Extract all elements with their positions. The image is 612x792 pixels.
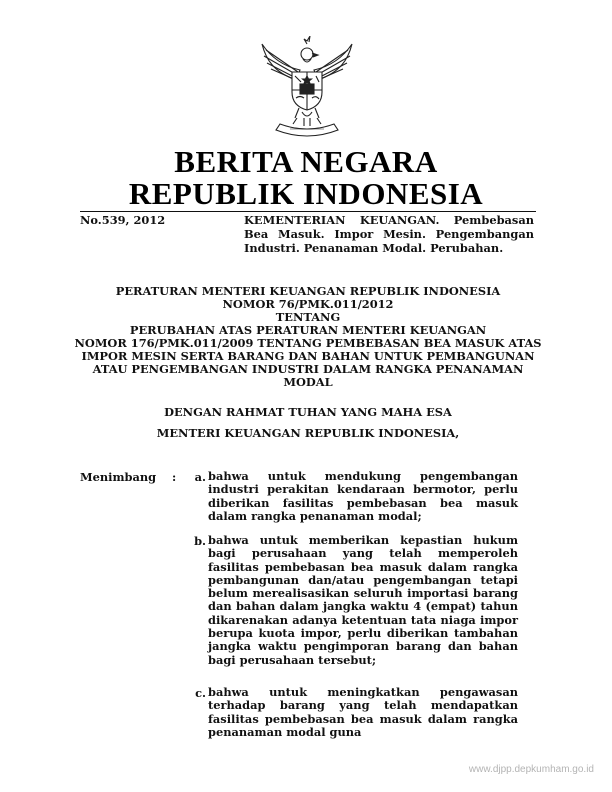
regulation-line: PERATURAN MENTERI KEUANGAN REPUBLIK INDONESIA (115, 284, 501, 298)
list-item-marker: c. (195, 686, 206, 700)
considering-colon: : (172, 470, 177, 484)
footer-link[interactable]: www.djpp.depkumham.go.id (468, 764, 594, 775)
regulation-line: PERUBAHAN ATAS PERATURAN MENTERI KEUANGAN (129, 323, 487, 337)
issue-number: No.539, 2012 (80, 213, 166, 227)
list-item-marker: b. (194, 534, 206, 548)
considering-label: Menimbang (80, 470, 157, 484)
masthead-divider (80, 211, 536, 212)
masthead-title: BERITA NEGARA (174, 144, 438, 179)
list-item-text: bahwa untuk mendukung pengembangan industri perakitan kendaraan bermotor, perlu diberikan fasilitas pembebasan bea masuk dalam rangka penanaman modal; (208, 469, 518, 523)
regulation-line: IMPOR MESIN SERTA BARANG DAN BAHAN UNTUK PEMBANGUNAN (81, 349, 535, 363)
regulation-number: NOMOR 76/PMK.011/2012 (222, 297, 394, 311)
masthead-subtitle: REPUBLIK INDONESIA (128, 176, 484, 211)
issue-description: KEMENTERIAN KEUANGAN. Pembebasan Bea Masuk. Impor Mesin. Pengembangan Industri. Penanaman Modal. Perubahan. (244, 213, 534, 255)
regulation-line: ATAU PENGEMBANGAN INDUSTRI DALAM RANGKA PENANAMAN MODAL (92, 362, 524, 389)
blessing-line: DENGAN RAHMAT TUHAN YANG MAHA ESA (164, 405, 452, 419)
regulation-line: NOMOR 176/PMK.011/2009 TENTANG PEMBEBASAN BEA MASUK ATAS (74, 336, 542, 350)
minister-line: MENTERI KEUANGAN REPUBLIK INDONESIA, (156, 426, 460, 440)
garuda-emblem-icon (252, 36, 362, 140)
list-item-text: bahwa untuk memberikan kepastian hukum bagi perusahaan yang telah memperoleh fasilitas pembebasan bea masuk dalam rangka pembangunan dan/atau pengembangan tetapi belum merealisasikan seluruh importasi barang dan bahan dalam jangka waktu 4 (empat) tahun dikarenakan adanya ketentuan tata niaga impor berupa kuota impor, perlu diberikan tambahan jangka waktu pengimporan barang dan bahan bagi perusahaan tersebut; (208, 533, 518, 667)
regulation-title-block (70, 285, 546, 389)
blessing-block (70, 402, 546, 444)
regulation-line: TENTANG (275, 310, 341, 324)
list-item-text: bahwa untuk meningkatkan pengawasan terhadap barang yang telah mendapatkan fasilitas pembebasan bea masuk dalam rangka penanaman modal guna (208, 685, 518, 739)
list-item-marker: a. (194, 470, 206, 484)
